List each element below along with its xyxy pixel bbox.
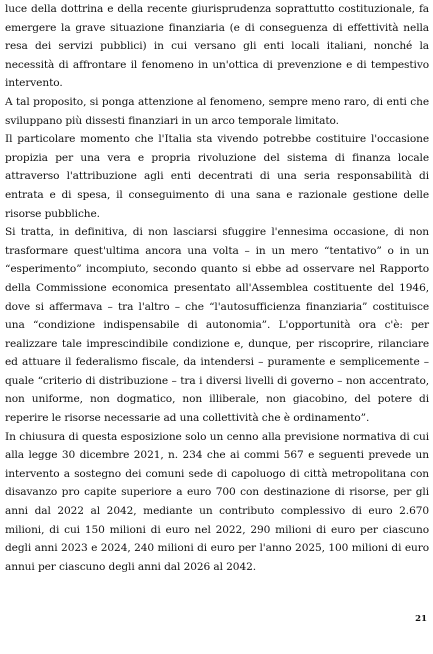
- page-number: 21: [415, 614, 427, 624]
- body-text: [5, 0, 429, 576]
- paragraph: luce della dottrina e della recente giurisprudenza soprattutto costituzionale, fa emergere la grave situazione finanziaria (e di conseguenza di effettività nella resa dei servizi pubblici) in cui versano gli enti locali italiani, nonché la necessità di affrontare il fenomeno in un'ottica di prevenzione e di tempestivo intervento.: [5, 3, 429, 90]
- paragraph: Il particolare momento che l'Italia sta vivendo potrebbe costituire l'occasione propizia per una vera e propria rivoluzione del sistema di finanza locale attraverso l'attribuzione agli enti decentrati di una seria responsabilità di entrata e di spesa, il conseguimento di una sana e razionale gestione delle risorse pubbliche.: [5, 133, 429, 220]
- paragraph: Si tratta, in definitiva, di non lasciarsi sfuggire l'ennesima occasione, di non trasformare quest'ultima ancora una volta – in un mero “tentativo” o in un “esperimento” incompiuto, secondo quanto si ebbe ad osservare nel Rapporto della Commissione economica presentato all'Assemblea costituente del 1946, dove si affermava – tra l'altro – che “l'autosufficienza finanziaria” costituisce una “condizione indispensabile di autonomia”. L'opportunità ora c'è: per realizzare tale imprescindibile condizione e, dunque, per riscoprire, rilanciare ed attuare il federalismo fiscale, da intendersi – puramente e semplicemente – quale “criterio di distribuzione – tra i diversi livelli di governo – non accentrato, non uniforme, non dogmatico, non illiberale, non giacobino, del potere di reperire le risorse necessarie ad una collettività che è ordinamento”.: [5, 226, 429, 425]
- paragraph: A tal proposito, si ponga attenzione al fenomeno, sempre meno raro, di enti che sviluppano più dissesti finanziari in un arco temporale limitato.: [5, 95, 429, 127]
- paragraph: In chiusura di questa esposizione solo un cenno alla previsione normativa di cui alla legge 30 dicembre 2021, n. 234 che ai commi 567 e seguenti prevede un intervento a sostegno dei comuni sede di capoluogo di città metropolitana con disavanzo pro capite superiore a euro 700 con destinazione di risorse, per gli anni dal 2022 al 2042, mediante un contributo complessivo di euro 2.670 milioni, di cui 150 milioni di euro nel 2022, 290 milioni di euro per ciascuno degli anni 2023 e 2024, 240 milioni di euro per l'anno 2025, 100 milioni di euro annui per ciascuno degli anni dal 2026 al 2042.: [5, 430, 429, 573]
